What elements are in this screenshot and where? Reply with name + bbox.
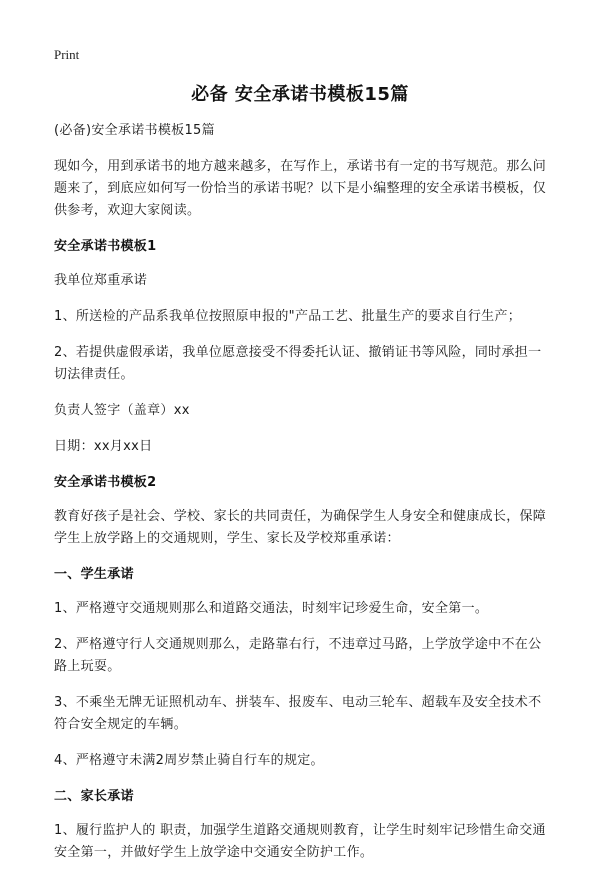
page-title: 必备 安全承诺书模板15篇: [191, 84, 409, 105]
student-item: 1、严格遵守交通规则那么和道路交通法，时刻牢记珍爱生命，安全第一。: [54, 601, 489, 616]
commitment-item-2: 2、若提供虚假承诺，我单位愿意接受不得委托认证、撤销证书等风险，同时承担一切法律责任。: [54, 345, 542, 382]
student-item: 4、严格遵守未满2周岁禁止骑自行车的规定。: [54, 753, 324, 768]
signature-line: 负责人签字（盖章）xx: [54, 403, 190, 418]
print-label: Print: [54, 47, 80, 62]
commitment-item-1: 1、所送检的产品系我单位按照原申报的"产品工艺、批量生产的要求自行生产；: [54, 309, 522, 324]
date-line: 日期：xx月xx日: [54, 439, 153, 454]
section-2-intro: 教育好孩子是社会、学校、家长的共同责任，为确保学生人身安全和健康成长，保障学生上放学路上的交通规则，学生、家长及学校郑重承诺：: [54, 509, 547, 546]
student-commitment-heading: 一、学生承诺: [54, 567, 134, 582]
student-item: 3、不乘坐无牌无证照机动车、拼装车、报废车、电动三轮车、超载车及安全技术不符合安全规定的车辆。: [54, 695, 542, 732]
document-body: [54, 120, 554, 878]
section-heading-template-2: 安全承诺书模板2: [54, 475, 157, 490]
parent-commitment-heading: 二、家长承诺: [54, 789, 134, 804]
intro-paragraph: 现如今，用到承诺书的地方越来越多，在写作上，承诺书有一定的书写规范。那么问题来了，到底应如何写一份恰当的承诺书呢？以下是小编整理的安全承诺书模板，仅供参考，欢迎大家阅读。: [54, 159, 547, 218]
commitment-line: 我单位郑重承诺: [54, 273, 148, 288]
document-subtitle: (必备)安全承诺书模板15篇: [54, 123, 215, 138]
parent-item: 1、履行监护人的 职责，加强学生道路交通规则教育，让学生时刻牢记珍惜生命交通安全第一，并做好学生上放学途中交通安全防护工作。: [54, 823, 546, 860]
section-heading-template-1: 安全承诺书模板1: [54, 239, 157, 254]
student-item: 2、严格遵守行人交通规则那么，走路靠右行，不违章过马路，上学放学途中不在公路上玩耍。: [54, 637, 542, 674]
